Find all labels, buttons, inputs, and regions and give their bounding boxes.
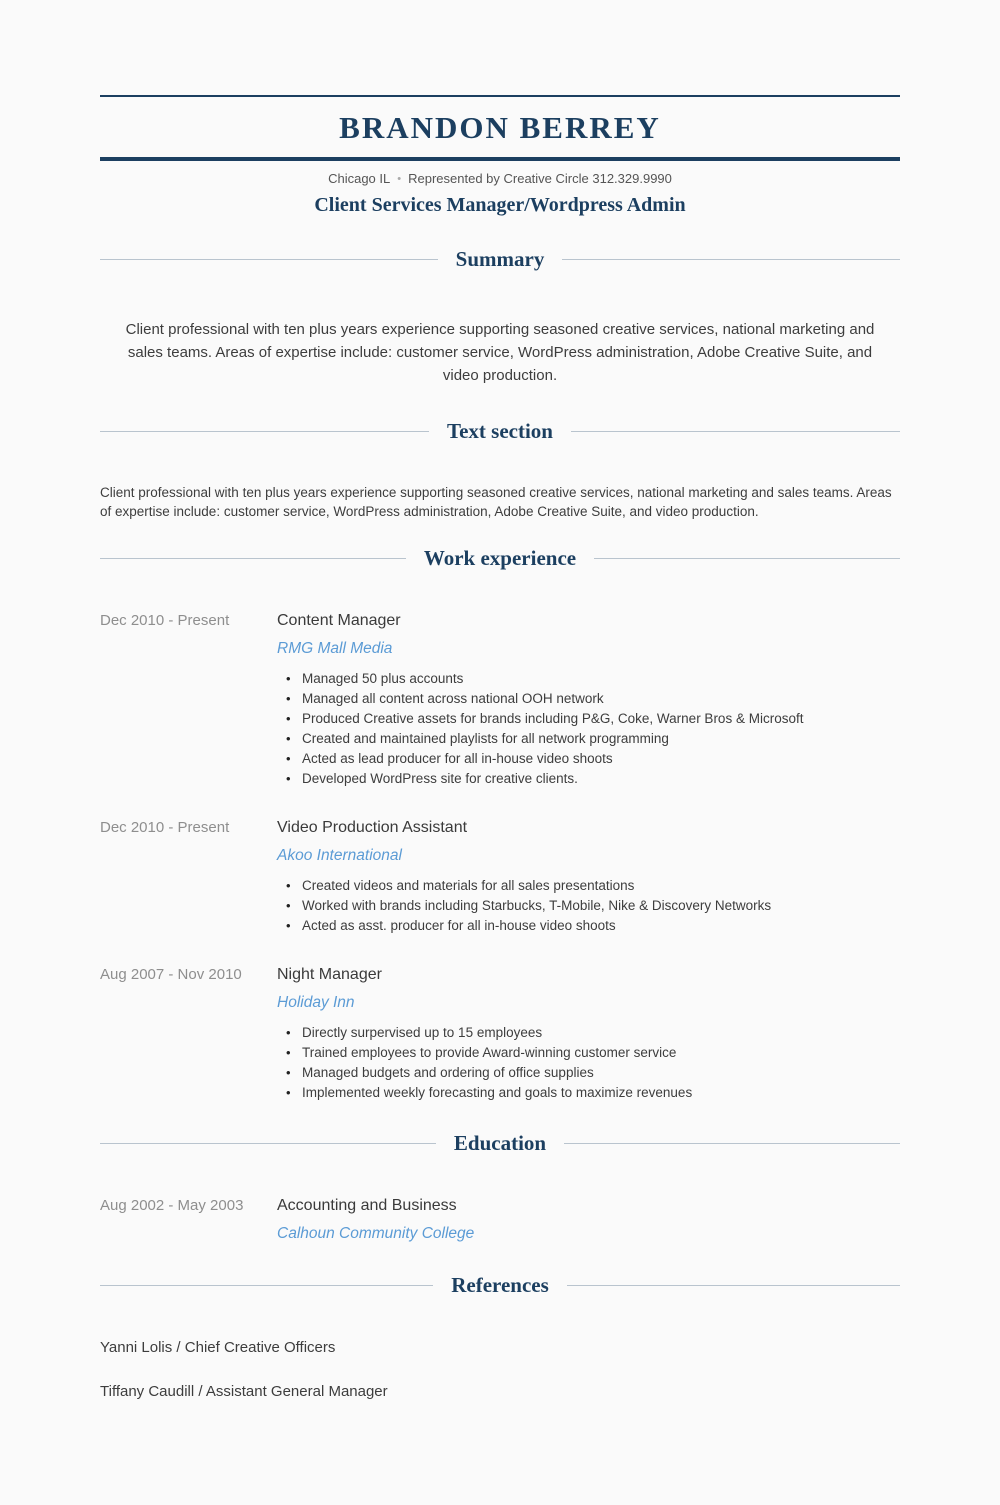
- entry-body: [277, 610, 900, 789]
- heading-rule-left: [100, 431, 429, 432]
- entry-bullets: [277, 876, 900, 936]
- text-section-heading-label: Text section: [447, 419, 553, 443]
- education-entries: [100, 1195, 900, 1245]
- entry-company: Calhoun Community College: [277, 1225, 475, 1242]
- summary-heading-label: Summary: [455, 247, 545, 271]
- entry-bullet: • Produced Creative assets for brands including P&G, Coke, Warner Bros & Microsoft: [277, 709, 900, 729]
- entry-body: [277, 817, 900, 936]
- entry-bullet: • Managed all content across national OOH network: [277, 689, 900, 709]
- entry-bullet: • Managed 50 plus accounts: [277, 669, 900, 689]
- resume-entry: [100, 610, 900, 789]
- entry-company: RMG Mall Media: [277, 640, 393, 657]
- entry-dates: Aug 2002 - May 2003: [100, 1197, 244, 1214]
- entry-company: Akoo International: [277, 847, 402, 864]
- entry-dates: Aug 2007 - Nov 2010: [100, 966, 242, 983]
- entry-bullet: • Acted as lead producer for all in-house video shoots: [277, 749, 900, 769]
- heading-rule-left: [100, 1285, 433, 1286]
- dot-separator-icon: •: [397, 173, 402, 185]
- heading-rule-left: [100, 259, 438, 260]
- header-bottom-rule: [100, 157, 900, 161]
- candidate-name: BRANDON BERREY: [339, 110, 661, 145]
- heading-rule-right: [571, 431, 900, 432]
- entry-bullet: • Managed budgets and ordering of office supplies: [277, 1063, 900, 1083]
- represented-text: Represented by Creative Circle 312.329.9990: [408, 171, 672, 186]
- heading-rule-left: [100, 558, 406, 559]
- education-section-heading: [100, 1131, 900, 1156]
- entry-company: Holiday Inn: [277, 994, 355, 1011]
- entry-dates: Dec 2010 - Present: [100, 819, 230, 836]
- resume-entry: [100, 1195, 900, 1245]
- text-section-heading: [100, 419, 900, 444]
- resume-page: [0, 95, 1000, 1505]
- entry-title: Content Manager: [277, 612, 401, 629]
- entry-bullet: • Created and maintained playlists for all network programming: [277, 729, 900, 749]
- entry-bullet: • Implemented weekly forecasting and goals to maximize revenues: [277, 1083, 900, 1103]
- text-section-paragraph: Client professional with ten plus years experience supporting seasoned creative services, national marketing and sales teams. Areas of expertise include: customer service, WordPress administration, Adobe Creative Suite, and video production.: [100, 485, 892, 519]
- header-top-rule: [100, 95, 900, 97]
- entry-body: [277, 964, 900, 1103]
- heading-rule-right: [562, 259, 900, 260]
- summary-section-heading: [100, 247, 900, 272]
- entry-title: Accounting and Business: [277, 1197, 457, 1214]
- entry-dates: Dec 2010 - Present: [100, 612, 230, 629]
- location-text: Chicago IL: [328, 171, 391, 186]
- entry-bullet: • Developed WordPress site for creative clients.: [277, 769, 900, 789]
- references-section-heading: [100, 1273, 900, 1298]
- contact-line: [100, 171, 900, 186]
- entry-bullet: • Worked with brands including Starbucks, T-Mobile, Nike & Discovery Networks: [277, 896, 900, 916]
- education-heading-label: Education: [453, 1131, 547, 1155]
- entry-title: Video Production Assistant: [277, 819, 468, 836]
- job-headline: Client Services Manager/Wordpress Admin: [314, 194, 686, 216]
- work-section-heading: [100, 546, 900, 571]
- entry-bullets: [277, 1023, 900, 1103]
- entry-bullet: • Created videos and materials for all sales presentations: [277, 876, 900, 896]
- entry-bullets: [277, 669, 900, 789]
- reference-item: Tiffany Caudill / Assistant General Manager: [100, 1383, 388, 1400]
- references-list: [100, 1338, 900, 1402]
- work-heading-label: Work experience: [423, 546, 577, 570]
- heading-rule-right: [594, 558, 900, 559]
- entry-bullet: • Directly surpervised up to 15 employees: [277, 1023, 900, 1043]
- entry-body: [277, 1195, 900, 1245]
- references-heading-label: References: [451, 1273, 549, 1297]
- resume-entry: [100, 964, 900, 1103]
- work-entries: [100, 610, 900, 1103]
- entry-title: Night Manager: [277, 966, 382, 983]
- entry-bullet: • Acted as asst. producer for all in-house video shoots: [277, 916, 900, 936]
- reference-item: Yanni Lolis / Chief Creative Officers: [100, 1339, 336, 1356]
- summary-paragraph: Client professional with ten plus years experience supporting seasoned creative services, national marketing and sales teams. Areas of expertise include: customer service, WordPress administration, Adobe Creative Suite, and video production.: [125, 321, 875, 384]
- resume-entry: [100, 817, 900, 936]
- heading-rule-left: [100, 1143, 436, 1144]
- heading-rule-right: [564, 1143, 900, 1144]
- entry-bullet: • Trained employees to provide Award-winning customer service: [277, 1043, 900, 1063]
- heading-rule-right: [567, 1285, 900, 1286]
